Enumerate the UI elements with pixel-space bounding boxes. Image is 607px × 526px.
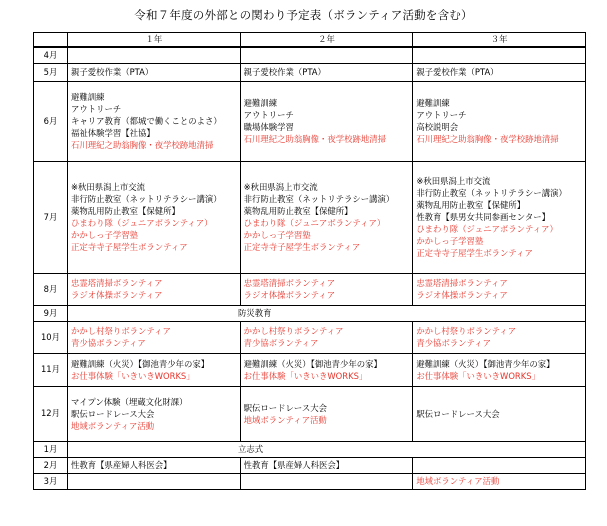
event-text: 駅伝ロードレース大会 bbox=[416, 408, 500, 419]
row-apr bbox=[34, 47, 586, 63]
cell-all-grades bbox=[68, 305, 586, 321]
cell-grade-3 bbox=[413, 473, 586, 489]
row-aug bbox=[34, 273, 586, 305]
event-text: 立志式 bbox=[238, 444, 264, 454]
event-text: ※秋田県潟上市交流 bbox=[71, 182, 146, 192]
header-grade-1: １年 bbox=[68, 33, 241, 48]
cell-grade-1 bbox=[68, 386, 241, 441]
cell-grade-1 bbox=[68, 47, 241, 63]
row-mar bbox=[34, 473, 586, 489]
cell-grade-2 bbox=[240, 353, 413, 386]
cell-grade-1 bbox=[68, 63, 241, 81]
volunteer-text: 忠霊塔清掃ボランティア bbox=[243, 278, 336, 288]
volunteer-text: ラジオ体操ボランティア bbox=[71, 290, 163, 300]
month-cell: 12月 bbox=[34, 386, 68, 441]
event-text: 薬物乱用防止教室【保健所】 bbox=[71, 206, 180, 216]
volunteer-text: 青少協ボランティア bbox=[416, 338, 492, 348]
month-cell: 9月 bbox=[34, 305, 68, 321]
volunteer-text: 青少協ボランティア bbox=[71, 338, 146, 348]
event-text: 避難訓練（火災）【御池青少年の家】 bbox=[71, 358, 210, 369]
event-text: ※秋田県潟上市交流 bbox=[243, 182, 318, 192]
cell-grade-2 bbox=[240, 63, 413, 81]
volunteer-text: 青少協ボランティア bbox=[243, 338, 319, 348]
event-text: アウトリーチ bbox=[416, 110, 467, 120]
volunteer-text: ラジオ体操ボランティア bbox=[243, 290, 336, 300]
row-may bbox=[34, 63, 586, 81]
volunteer-text: 石川理紀之助翁胸像・夜学校跡地清掃 bbox=[243, 134, 387, 144]
cell-grade-3 bbox=[413, 386, 586, 441]
volunteer-text: お仕事体験「いきいきWORKS」 bbox=[243, 370, 368, 381]
event-text: アウトリーチ bbox=[71, 104, 122, 114]
volunteer-text: 正定寺寺子屋学生ボランティア bbox=[71, 242, 188, 252]
cell-grade-3 bbox=[413, 321, 586, 353]
month-cell: 4月 bbox=[34, 47, 68, 63]
event-text: 性教育【県産婦人科医会】 bbox=[71, 460, 172, 470]
event-text: 性教育【県男女共同参画センター】 bbox=[416, 212, 550, 222]
cell-grade-2 bbox=[240, 457, 413, 473]
volunteer-text: ラジオ体操ボランティア bbox=[416, 290, 508, 300]
event-text: ※秋田県潟上市交流 bbox=[416, 176, 491, 186]
month-cell: 1月 bbox=[34, 441, 68, 457]
event-text: 避難訓練（火災）【御池青少年の家】 bbox=[416, 358, 555, 369]
event-text: 親子愛校作業（PTA） bbox=[243, 67, 326, 77]
cell-grade-3 bbox=[413, 63, 586, 81]
cell-grade-3 bbox=[413, 457, 586, 473]
event-text: 高校説明会 bbox=[416, 122, 459, 132]
cell-grade-1 bbox=[68, 353, 241, 386]
cell-grade-3 bbox=[413, 81, 586, 161]
event-text: 避難訓練 bbox=[416, 98, 450, 108]
row-sep bbox=[34, 305, 586, 321]
cell-grade-1 bbox=[68, 457, 241, 473]
volunteer-text: 地域ボランティア活動 bbox=[71, 420, 155, 431]
cell-grade-2 bbox=[240, 161, 413, 273]
event-text: マイプン体験（埋蔵文化財課） bbox=[71, 396, 188, 407]
volunteer-text: 忠霊塔清掃ボランティア bbox=[416, 278, 508, 288]
header-grade-2: ２年 bbox=[240, 33, 413, 48]
volunteer-text: ひまわり隊（ジュニアボランティア） bbox=[416, 224, 558, 234]
volunteer-text: かかし村祭りボランティア bbox=[243, 326, 344, 336]
volunteer-text: お仕事体験「いきいきWORKS」 bbox=[71, 370, 195, 381]
volunteer-text: 地域ボランティア活動 bbox=[243, 414, 327, 425]
cell-grade-2 bbox=[240, 386, 413, 441]
cell-grade-1 bbox=[68, 473, 241, 489]
row-jan bbox=[34, 441, 586, 457]
cell-all-grades bbox=[68, 441, 586, 457]
row-oct bbox=[34, 321, 586, 353]
cell-grade-1 bbox=[68, 161, 241, 273]
cell-grade-2 bbox=[240, 273, 413, 305]
row-jun bbox=[34, 81, 586, 161]
volunteer-text: かかし村祭りボランティア bbox=[71, 326, 171, 336]
event-text: 駅伝ロードレース大会 bbox=[71, 408, 155, 419]
event-text: 薬物乱用防止教室【保健所】 bbox=[416, 200, 526, 210]
volunteer-text: 忠霊塔清掃ボランティア bbox=[71, 278, 163, 288]
month-cell: 2月 bbox=[34, 457, 68, 473]
volunteer-text: かかし村祭りボランティア bbox=[416, 326, 517, 336]
month-cell: 6月 bbox=[34, 81, 68, 161]
cell-grade-2 bbox=[240, 81, 413, 161]
row-feb bbox=[34, 457, 586, 473]
event-text: 薬物乱用防止教室【保健所】 bbox=[243, 206, 353, 216]
volunteer-text: ひまわり隊（ジュニアボランティア） bbox=[243, 218, 386, 228]
header-corner bbox=[34, 33, 68, 48]
month-cell: 10月 bbox=[34, 321, 68, 353]
volunteer-text: ひまわり隊（ジュニアボランティア） bbox=[71, 218, 213, 228]
event-text: 避難訓練 bbox=[71, 92, 105, 102]
volunteer-text: かかしっ子学習塾 bbox=[416, 236, 484, 246]
event-text: 親子愛校作業（PTA） bbox=[71, 67, 154, 77]
volunteer-text: 正定寺寺子屋学生ボランティア bbox=[243, 242, 361, 252]
month-cell: 7月 bbox=[34, 161, 68, 273]
cell-grade-1 bbox=[68, 273, 241, 305]
event-text: 親子愛校作業（PTA） bbox=[416, 67, 499, 77]
schedule-table bbox=[33, 32, 586, 490]
event-text: 性教育【県産婦人科医会】 bbox=[243, 460, 345, 470]
event-text: 非行防止教室（ネットリテラシー講演） bbox=[416, 188, 567, 198]
cell-grade-1 bbox=[68, 81, 241, 161]
cell-grade-3 bbox=[413, 161, 586, 273]
volunteer-text: お仕事体験「いきいきWORKS」 bbox=[416, 370, 540, 381]
row-dec bbox=[34, 386, 586, 441]
event-text: 職場体験学習 bbox=[243, 122, 294, 132]
volunteer-text: 石川理紀之助翁胸像・夜学校跡地清掃 bbox=[71, 140, 214, 150]
cell-grade-3 bbox=[413, 47, 586, 63]
cell-grade-3 bbox=[413, 273, 586, 305]
volunteer-text: かかしっ子学習塾 bbox=[71, 230, 138, 240]
event-text: 駅伝ロードレース大会 bbox=[243, 402, 327, 413]
event-text: 福祉体験学習【社協】 bbox=[71, 128, 155, 138]
month-cell: 3月 bbox=[34, 473, 68, 489]
volunteer-text: 石川理紀之助翁胸像・夜学校跡地清掃 bbox=[416, 134, 559, 144]
cell-grade-2 bbox=[240, 473, 413, 489]
event-text: キャリア教育（都城で働くことのよさ） bbox=[71, 116, 222, 126]
event-text: 避難訓練（火災）【御池青少年の家】 bbox=[243, 358, 382, 369]
page-title: 令和７年度の外部との関わり予定表（ボランティア活動を含む） bbox=[134, 8, 473, 22]
event-text: 非行防止教室（ネットリテラシー講演） bbox=[243, 194, 395, 204]
event-text: 避難訓練 bbox=[243, 98, 278, 108]
month-cell: 8月 bbox=[34, 273, 68, 305]
row-nov bbox=[34, 353, 586, 386]
month-cell: 11月 bbox=[34, 353, 68, 386]
header-row bbox=[34, 33, 586, 48]
event-text: 非行防止教室（ネットリテラシー講演） bbox=[71, 194, 222, 204]
month-cell: 5月 bbox=[34, 63, 68, 81]
cell-grade-2 bbox=[240, 321, 413, 353]
volunteer-text: かかしっ子学習塾 bbox=[243, 230, 311, 240]
volunteer-text: 地域ボランティア活動 bbox=[416, 476, 500, 486]
cell-grade-3 bbox=[413, 353, 586, 386]
cell-grade-2 bbox=[240, 47, 413, 63]
volunteer-text: 正定寺寺子屋学生ボランティア bbox=[416, 248, 533, 258]
header-grade-3: ３年 bbox=[413, 33, 586, 48]
cell-grade-1 bbox=[68, 321, 241, 353]
event-text: 防災教育 bbox=[238, 308, 272, 318]
event-text: アウトリーチ bbox=[243, 110, 294, 120]
row-jul bbox=[34, 161, 586, 273]
